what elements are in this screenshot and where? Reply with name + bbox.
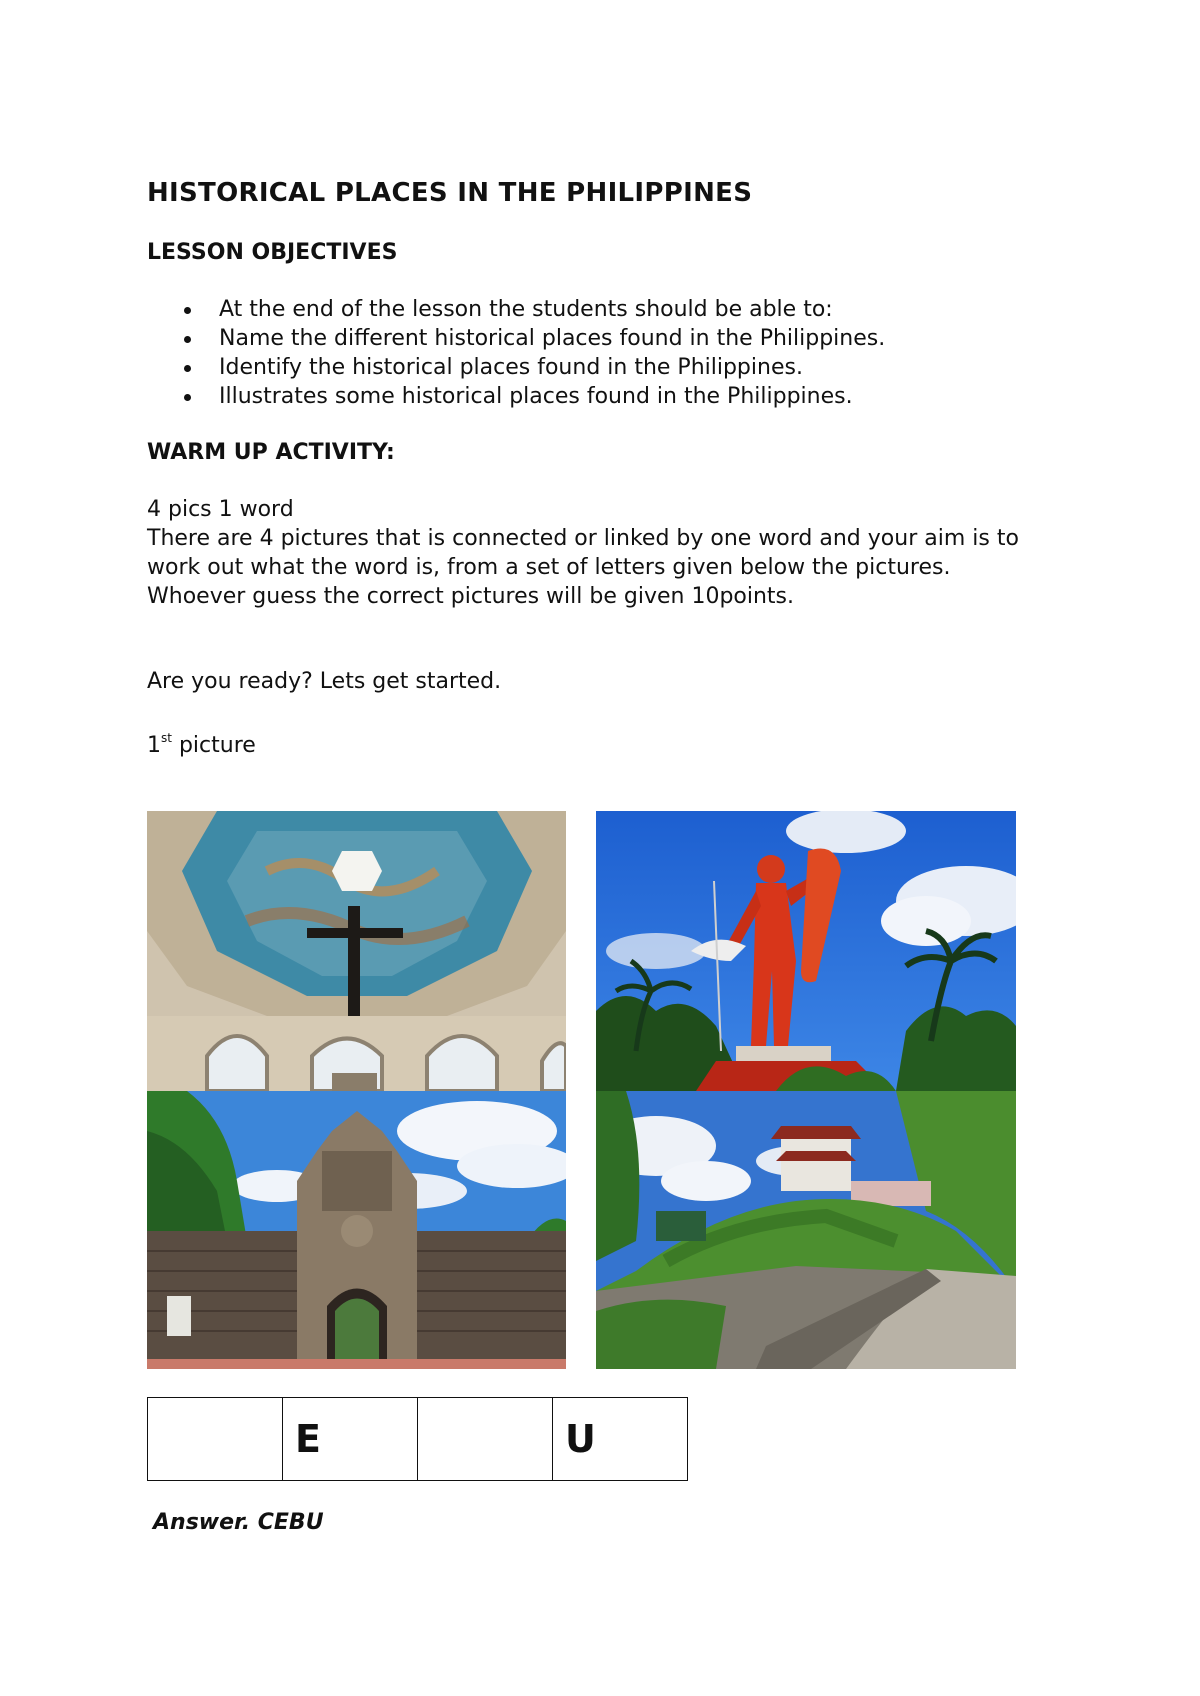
list-item: At the end of the lesson the students should be able to: — [147, 295, 885, 324]
warmup-heading: WARM UP ACTIVITY: — [147, 440, 395, 465]
objectives-list — [147, 295, 885, 411]
bullet-icon — [184, 365, 191, 372]
game-name: 4 pics 1 word — [147, 497, 294, 522]
list-item: Name the different historical places found in the Philippines. — [147, 324, 885, 353]
letter-box[interactable]: U — [553, 1398, 688, 1481]
list-item: Illustrates some historical places found in the Philippines. — [147, 382, 885, 411]
magellans-cross-photo — [147, 811, 566, 1091]
fort-santiago-photo — [147, 1091, 566, 1369]
points-note: Whoever guess the correct pictures will be given 10points. — [147, 584, 795, 609]
bullet-icon — [184, 307, 191, 314]
lapu-lapu-statue-photo — [596, 811, 1016, 1091]
instructions: There are 4 pictures that is connected or linked by one word and your aim is to work out what the word is, from a set of letters given below the pictures. — [147, 526, 1019, 580]
page-title: HISTORICAL PLACES IN THE PHILIPPINES — [147, 178, 753, 208]
objectives-heading: LESSON OBJECTIVES — [147, 240, 398, 265]
answer-text: Answer. CEBU — [153, 1510, 324, 1535]
ready-text: Are you ready? Lets get started. — [147, 669, 502, 694]
letter-boxes — [147, 1397, 688, 1481]
letter-box[interactable] — [148, 1398, 283, 1481]
warmup-description — [147, 495, 1077, 611]
letter-box[interactable]: E — [283, 1398, 418, 1481]
bullet-icon — [184, 394, 191, 401]
picture-label: 1st picture — [147, 731, 256, 758]
list-item: Identify the historical places found in the Philippines. — [147, 353, 885, 382]
letter-box[interactable] — [418, 1398, 553, 1481]
bullet-icon — [184, 336, 191, 343]
taoist-temple-photo — [596, 1091, 1016, 1369]
